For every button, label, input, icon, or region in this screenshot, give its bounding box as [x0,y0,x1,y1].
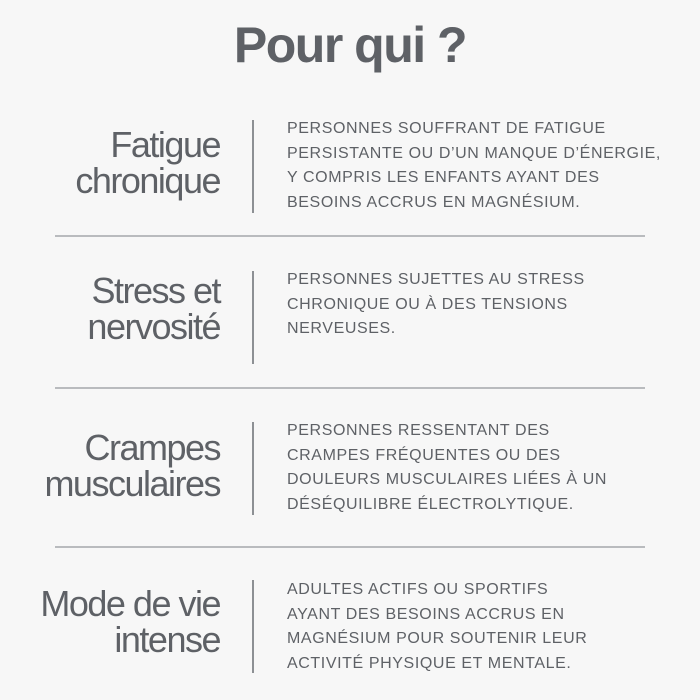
section-description-line: Y COMPRIS LES ENFANTS AYANT DES [287,169,600,186]
vertical-divider [252,271,254,364]
section-heading-line: Stress et [91,270,220,311]
section-heading-line: Fatigue [110,124,220,165]
section-description-line: CRAMPES FRÉQUENTES OU DES [287,446,561,464]
vertical-divider [252,120,254,213]
section-heading-line: chronique [75,160,220,201]
section-heading [0,124,220,201]
section-description-line: ADULTES ACTIFS OU SPORTIFS [287,581,549,598]
section-heading [0,270,220,347]
section-heading [0,583,220,660]
section-description-line: NERVEUSES. [287,320,396,337]
section-heading-line: Mode de vie [40,583,220,624]
section-description-line: PERSONNES SUJETTES AU STRESS [287,271,585,288]
section-description-line: BESOINS ACCRUS EN MAGNÉSIUM. [287,193,581,211]
vertical-divider [252,422,254,515]
vertical-divider [252,580,254,673]
section-description [287,268,687,342]
section-description-line: PERSONNES RESSENTANT DES [287,422,550,439]
section-description-line: PERSONNES SOUFFRANT DE FATIGUE [287,120,606,137]
section-heading-line: nervosité [87,306,220,347]
section-description-line: AYANT DES BESOINS ACCRUS EN [287,605,565,623]
section-description-line: CHRONIQUE OU À DES TENSIONS [287,295,568,313]
section-heading-line: intense [114,619,220,660]
section-description [287,578,687,676]
section-description-line: DOULEURS MUSCULAIRES LIÉES À UN [287,471,608,488]
section-description [287,419,687,517]
section-heading-line: musculaires [44,463,220,504]
section-description-line: ACTIVITÉ PHYSIQUE ET MENTALE. [287,654,572,672]
section-heading [0,427,220,504]
horizontal-divider [55,235,645,237]
section-description-line: DÉSÉQUILIBRE ÉLECTROLYTIQUE. [287,495,574,513]
section-heading-line: Crampes [84,427,220,468]
horizontal-divider [55,546,645,548]
section-description [287,117,687,215]
horizontal-divider [55,387,645,389]
section-description-line: MAGNÉSIUM POUR SOUTENIR LEUR [287,630,588,647]
section-description-line: PERSISTANTE OU D’UN MANQUE D’ÉNERGIE, [287,144,661,162]
page-title: Pour qui ? [233,17,467,73]
